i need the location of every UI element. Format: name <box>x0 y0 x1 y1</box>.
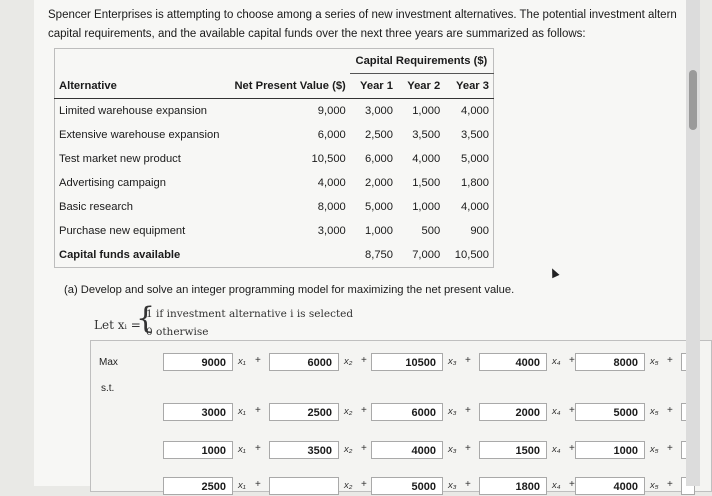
plus-sign: + <box>667 405 673 416</box>
constraint-coef-input[interactable]: 4000 <box>371 441 443 459</box>
variable-label: x₁ <box>238 444 246 455</box>
objective-coef-input[interactable]: 4000 <box>479 353 547 371</box>
funds-label: Capital funds available <box>59 249 181 261</box>
constraint-coef-input[interactable]: 6000 <box>371 403 443 421</box>
mouse-cursor-icon <box>548 267 559 279</box>
npv-value: 4,000 <box>317 177 346 189</box>
table-row <box>55 219 494 243</box>
constraint-coef-input[interactable]: 5000 <box>371 477 443 495</box>
plus-sign: + <box>361 479 367 490</box>
year3-value: 5,000 <box>461 153 489 165</box>
objective-coef-input[interactable]: 6000 <box>269 353 339 371</box>
constraint-coef-input[interactable]: 5000 <box>575 403 645 421</box>
constraint-coef-input[interactable]: 1500 <box>479 441 547 459</box>
funds-year2: 7,000 <box>412 249 441 261</box>
plus-sign: + <box>667 443 673 454</box>
brace-icon: { <box>136 301 156 336</box>
plus-sign: + <box>569 443 575 454</box>
variable-label: x₁ <box>238 356 246 367</box>
npv-value: 3,000 <box>317 225 346 237</box>
funds-year1: 8,750 <box>364 249 393 261</box>
table-row <box>55 147 494 171</box>
col-year3: Year 3 <box>444 74 493 99</box>
year1-value: 2,500 <box>364 129 393 141</box>
year2-value: 500 <box>421 225 441 237</box>
variable-label: x₃ <box>448 356 457 367</box>
variable-label: x₄ <box>552 406 561 417</box>
variable-label: x₄ <box>552 444 561 455</box>
plus-sign: + <box>569 355 575 366</box>
year3-value: 900 <box>470 225 489 237</box>
npv-value: 6,000 <box>317 129 346 141</box>
npv-value: 8,000 <box>317 201 346 213</box>
table-row <box>55 123 494 147</box>
variable-label: x₄ <box>552 356 561 367</box>
table-row <box>55 99 494 124</box>
col-npv: Net Present Value ($) <box>228 74 350 99</box>
plus-sign: + <box>569 479 575 490</box>
plus-sign: + <box>255 479 261 490</box>
capital-requirements-header: Capital Requirements ($) <box>350 49 494 74</box>
variable-label: x₂ <box>344 356 353 367</box>
plus-sign: + <box>569 405 575 416</box>
variable-label: x₁ <box>238 480 246 491</box>
intro-line-2: capital requirements, and the available capital funds over the next three years are summarized as follows: <box>48 28 586 40</box>
plus-sign: + <box>465 355 471 366</box>
objective-coef-input[interactable]: 8000 <box>575 353 645 371</box>
scrollbar-thumb[interactable] <box>689 70 697 130</box>
part-a-instruction: (a) Develop and solve an integer programming model for maximizing the net present value. <box>64 284 515 296</box>
constraint-coef-input[interactable]: 1800 <box>479 477 547 495</box>
table-row <box>55 195 494 219</box>
alt-name: Basic research <box>59 201 133 213</box>
variable-label: x₄ <box>552 480 561 491</box>
ip-model-form <box>90 340 712 492</box>
constraint-coef-input[interactable]: 1000 <box>575 441 645 459</box>
year1-value: 3,000 <box>364 105 393 117</box>
variable-label: x₂ <box>344 406 353 417</box>
year3-value: 3,500 <box>461 129 489 141</box>
year2-value: 1,000 <box>412 201 441 213</box>
objective-coef-input[interactable]: 10500 <box>371 353 443 371</box>
letx-label: Let xᵢ = <box>94 318 141 332</box>
variable-label: x₅ <box>650 480 659 491</box>
intro-line-1: Spencer Enterprises is attempting to choose among a series of new investment alternatives. The potential investment altern <box>48 9 677 21</box>
col-year2: Year 2 <box>397 74 444 99</box>
variable-label: x₁ <box>238 406 246 417</box>
year1-value: 2,000 <box>364 177 393 189</box>
year1-value: 6,000 <box>364 153 393 165</box>
funds-year3: 10,500 <box>454 249 489 261</box>
variable-label: x₃ <box>448 406 457 417</box>
alt-name: Extensive warehouse expansion <box>59 129 220 141</box>
variable-label: x₅ <box>650 406 659 417</box>
year2-value: 3,500 <box>412 129 441 141</box>
problem-intro <box>48 6 688 44</box>
variable-label: x₅ <box>650 444 659 455</box>
col-alternative: Alternative <box>55 74 228 99</box>
capital-funds-row <box>55 243 494 268</box>
letx-case-2: 0 otherwise <box>146 326 209 338</box>
plus-sign: + <box>361 405 367 416</box>
max-label: Max <box>99 357 118 368</box>
plus-sign: + <box>465 443 471 454</box>
objective-coef-input[interactable]: 9000 <box>163 353 233 371</box>
variable-label: x₂ <box>344 480 353 491</box>
constraint-coef-input[interactable]: 4000 <box>575 477 645 495</box>
year2-value: 1,500 <box>412 177 441 189</box>
variable-label: x₂ <box>344 444 353 455</box>
plus-sign: + <box>255 405 261 416</box>
plus-sign: + <box>255 443 261 454</box>
plus-sign: + <box>465 479 471 490</box>
variable-label: x₅ <box>650 356 659 367</box>
plus-sign: + <box>465 405 471 416</box>
capital-requirements-table <box>54 48 494 268</box>
constraint-coef-input[interactable]: 2500 <box>163 477 233 495</box>
year1-value: 5,000 <box>364 201 393 213</box>
year3-value: 4,000 <box>461 105 489 117</box>
constraint-coef-input[interactable]: 3000 <box>163 403 233 421</box>
constraint-coef-input[interactable]: 2000 <box>479 403 547 421</box>
question-page <box>34 0 686 493</box>
year2-value: 1,000 <box>412 105 441 117</box>
year1-value: 1,000 <box>364 225 393 237</box>
plus-sign: + <box>667 479 673 490</box>
alt-name: Test market new product <box>59 153 181 165</box>
st-label: s.t. <box>101 383 115 394</box>
col-year1: Year 1 <box>350 74 397 99</box>
constraint-coef-input[interactable]: 1000 <box>163 441 233 459</box>
table-row <box>55 171 494 195</box>
npv-value: 10,500 <box>311 153 346 165</box>
variable-label: x₃ <box>448 480 457 491</box>
variable-label: x₃ <box>448 444 457 455</box>
year3-value: 4,000 <box>461 201 489 213</box>
constraint-coef-input[interactable] <box>269 477 339 495</box>
npv-value: 9,000 <box>317 105 346 117</box>
alt-name: Purchase new equipment <box>59 225 186 237</box>
alt-name: Limited warehouse expansion <box>59 105 208 117</box>
constraint-coef-input[interactable]: 2500 <box>269 403 339 421</box>
constraint-coef-input[interactable]: 3500 <box>269 441 339 459</box>
vertical-scrollbar[interactable] <box>686 0 700 486</box>
plus-sign: + <box>255 355 261 366</box>
plus-sign: + <box>667 355 673 366</box>
plus-sign: + <box>361 355 367 366</box>
letx-case-1: 1 if investment alternative i is selected <box>146 308 354 320</box>
year3-value: 1,800 <box>461 177 489 189</box>
alt-name: Advertising campaign <box>59 177 166 189</box>
year2-value: 4,000 <box>412 153 441 165</box>
plus-sign: + <box>361 443 367 454</box>
